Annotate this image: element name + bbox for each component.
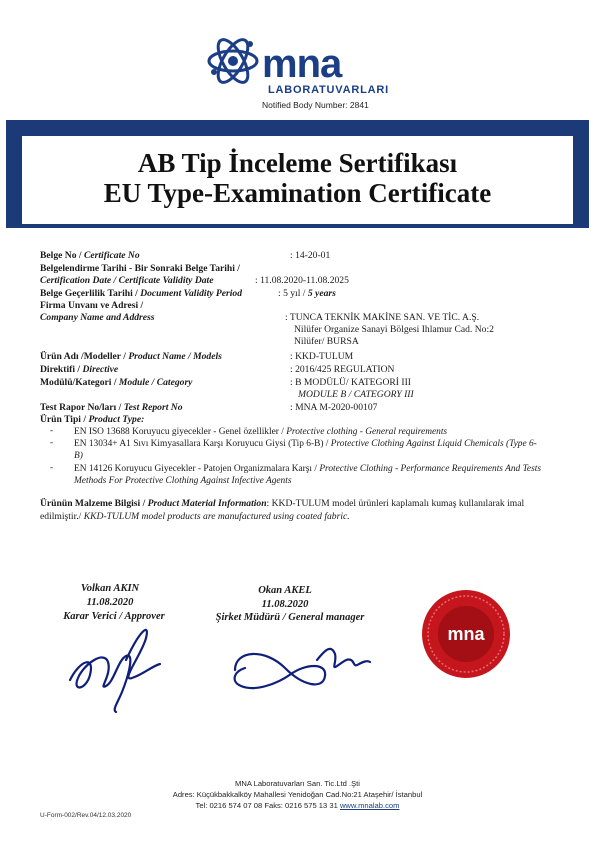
module-value-en: MODULE B / CATEGORY III (298, 389, 414, 400)
directive-label: Direktifi / Directive (40, 364, 119, 375)
cert-no-value: : 14-20-01 (290, 250, 331, 261)
material-info: Ürünün Malzeme Bilgisi / Product Material Information: KKD-TULUM model ürünleri kaplamalı kumaş kullanılarak imal edilmiştir./ KKD-TULUM model products are manufactured using coated fabric. (40, 498, 525, 522)
cert-no-label: Belge No / Certificate No (40, 250, 140, 261)
directive-value: : 2016/425 REGULATION (290, 364, 395, 375)
seal-text: mna (447, 624, 485, 644)
company-label-en: Company Name and Address (40, 312, 155, 323)
validity-value: : 5 yıl / 5 years (278, 288, 336, 299)
cert-date-label-en: Certification Date / Certificate Validity Date (40, 275, 214, 286)
company-address-line1: Nilüfer Organize Sanayi Bölgesi Ihlamur Cad. No:2 (294, 324, 494, 335)
manager-name: Okan AKEL (258, 585, 312, 596)
test-report-label: Test Rapor No/ları / Test Report No (40, 402, 183, 413)
brand-subtitle: LABORATUVARLARI (268, 84, 389, 96)
list-bullet: - (50, 426, 54, 436)
form-number: U-Form-002/Rev.04/12.03.2020 (40, 812, 132, 819)
manager-signature (225, 630, 375, 700)
test-report-value: : MNA M-2020-00107 (290, 402, 378, 413)
cert-date-value: : 11.08.2020-11.08.2025 (255, 275, 349, 286)
product-type-item: EN 14126 Koruyucu Giyecekler - Patojen Organizmalara Karşı / Protective Clothing - Performance Requirements And Tests Methods For Protective Clothing Against Infective Agents (74, 464, 541, 486)
product-name-value: : KKD-TULUM (290, 351, 354, 362)
approver-name: Volkan AKIN (80, 583, 140, 594)
footer-contact: Tel: 0216 574 07 08 Faks: 0216 575 13 31 www.mnalab.com (195, 801, 400, 810)
brand-name: mna (262, 42, 342, 86)
title-turkish: AB Tip İnceleme Sertifikası (137, 148, 458, 178)
notified-body-number: Notified Body Number: 2841 (262, 100, 369, 110)
company-seal-icon (420, 588, 512, 680)
product-type-item: EN ISO 13688 Koruyucu giyecekler - Genel özellikler / Protective clothing - General requirements (74, 427, 448, 437)
manager-date: 11.08.2020 (261, 599, 309, 610)
module-label: Modülü/Kategori / Module / Category (40, 377, 193, 388)
cert-date-label-tr: Belgelendirme Tarihi - Bir Sonraki Belge Tarihi / (40, 263, 240, 274)
company-address-line2: Nilüfer/ BURSA (294, 336, 359, 347)
list-bullet: - (50, 463, 54, 473)
mna-logo-icon (205, 28, 261, 94)
approver-signature (60, 620, 170, 715)
website-link[interactable]: www.mnalab.com (339, 801, 400, 810)
manager-role: Şirket Müdürü / General manager (215, 612, 365, 623)
footer (0, 778, 595, 811)
approver-date: 11.08.2020 (86, 597, 134, 608)
company-name: : TUNCA TEKNİK MAKİNE SAN. VE TİC. A.Ş. (285, 312, 480, 323)
module-value-tr: : B MODÜLÜ/ KATEGORİ III (290, 377, 411, 388)
validity-label: Belge Geçerlilik Tarihi / Document Validity Period (40, 288, 243, 299)
footer-address: Adres: Küçükbakkalköy Mahallesi Yenidoğan Cad.No:21 Ataşehir/ İstanbul (172, 790, 423, 799)
company-label-tr: Firma Unvanı ve Adresi / (40, 300, 144, 311)
list-bullet: - (50, 438, 54, 448)
product-type-label: Ürün Tipi / Product Type: (40, 414, 145, 425)
footer-company: MNA Laboratuvarları San. Tic.Ltd .Şti (235, 779, 360, 788)
product-name-label: Ürün Adı /Modeller / Product Name / Models (40, 351, 222, 362)
product-type-item: EN 13034+ A1 Sıvı Kimyasallara Karşı Koruyucu Giysi (Tip 6-B) / Protective Clothing Against Liquid Chemicals (Type 6-B) (74, 439, 537, 461)
title-english: EU Type-Examination Certificate (103, 178, 492, 208)
approver-role: Karar Verici / Approver (63, 611, 165, 622)
